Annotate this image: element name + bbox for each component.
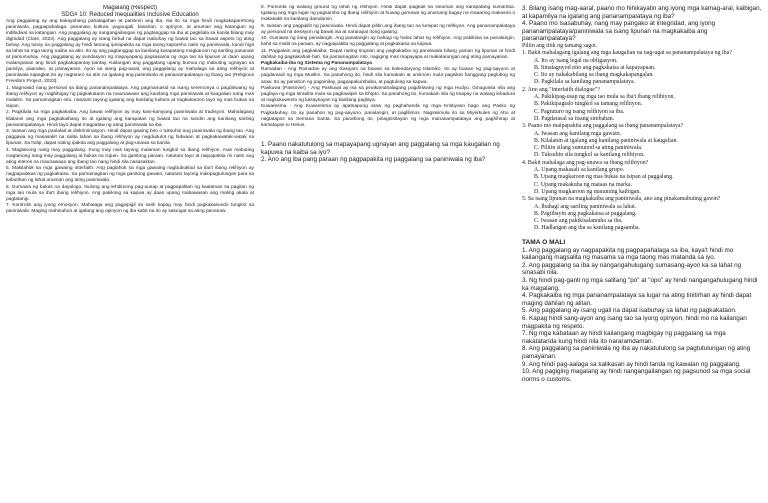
mc-question: 5. Sa isang lipunan na magkakaiba ang paniniwala, ano ang pinakamabuting gawin? (522, 196, 721, 203)
true-false-item: 4. Pagkakaiba ng mga pananampalataya sa lugar na ating tinitirhan ay hindi dapat maging dahilan ng alitan. (522, 292, 752, 307)
question-item: 1. Paano nakatutulong sa mapayapang ugnayan ang paggalang sa mga kaugalian ng kapuwa na kaiba sa iyo? (261, 141, 500, 156)
mc-option: B. Pakikipagtalo tungkol sa tamang relihiyon. (534, 101, 643, 108)
mc-question: 3. Paano mo maipapakita ang paggalang sa ibang pananampalataya? (522, 123, 684, 130)
section-subheading: Pagkakaiba-iba ng Sistema ng Pananampalataya (261, 60, 372, 66)
mc-option: C. Iwasan ang pakikisalamuha sa iba. (534, 218, 623, 225)
paragraph: 7. Kontrolin ang iyong emosyon. Mahalaga ang pagpipigil sa sarili kapag may hindi pagkakasundo tungkol sa paniniwala. Maging mahinahon at igalang ang opinyon ng iba kahit na ito ay salungat sa ating pananaw. (6, 203, 254, 215)
paragraph: 9. Iwasan ang pagpipilit ng paniniwala. Hindi dapat pilitin ang ibang tao na lumipat ng relihiyon. Ang pananampalataya ay personal na desisyon ng bawat isa at nararapat itong igalang. (261, 23, 515, 35)
paragraph: 2. Pagkilala sa mga pagkakaiba. Ang bawat relihiyon ay may kani-kaniyang paniniwala at tradisyon. Mahalagang kilalanin ang mga pagkakaibang ito at igalang ang karapatan ng bawat tao na sundin ang kanilang sariling pananampalataya. Hindi tayo dapat magpataw ng ating paniniwala sa iba. (6, 110, 254, 128)
mc-option: B. Itinataguyod nito ang pagkakaisa at kapayapaan. (534, 64, 656, 71)
mc-option: A. Upang makasali sa kanilang grupo. (534, 167, 625, 174)
true-false-item: 3. Ng hindi pag-ganti ng mga salitang "po" at "opo" ay hindi nangangahulugang hindi ka magalang. (522, 277, 758, 292)
paragraph: 1. Magmasid nang personal sa ibang pananampalataya. Ang pagmamasid sa isang seremonya o pagdiriwang ng ibang relihiyon ay nagbibigay ng pagkakataon na maunawaan ang kanilang mga paniniwala at kaugalian nang mas malalim. Sa pamamagitan nito, natututo tayong igalang ang kanilang kultura at nagkakaroon tayo ng mas bukas na isipan. (6, 85, 254, 110)
mc-option: C. Ito ay nakakabilang sa ibang magkakapangalan. (534, 72, 654, 79)
reflection-questions (261, 141, 515, 164)
section-heading: TAMA O MALI (522, 238, 566, 246)
mc-option: B. Kilalanin at igalang ang kanilang paniniwala at kaugalian. (534, 137, 678, 144)
paragraph: 11. Pagpalain ang pagkakaiba. Dapat nating tingnan ang pagkakaiba ng paniniwala bilang yaman ng lipunan at hindi dahilan ng pagkakahati-hati. Sa pamamagitan nito, nagiging mas mapayapa at makatarungan ang ating pamayanan. (261, 48, 515, 60)
reading-paragraphs (6, 19, 254, 215)
mc-question: 4. Bakit mahalaga ang pag-unawa sa ibang relihiyon? (522, 159, 649, 166)
mc-option: C. Upang makakuha ng mataas na marka. (534, 181, 633, 188)
true-false-item: 8. Ang paggalang sa paniniwala ng iba ay nakatutulong sa pagtutulungan ng ating pamayanan. (522, 345, 751, 360)
paragraph: 3. Iwasan ang mga panlalait at diskriminasyon. Hindi dapat gawing biro o tuksuhin ang paniniwala ng ibang tao. Ang paggawa ng masasakit na salita laban sa ibang relihiyon ay nagdudulot ng hidwaan at pagkakawatak-watak sa lipunan. Sa halip, dapat nating ipakita ang paggalang at pag-unawa sa kanila. (6, 129, 254, 147)
column-left (6, 5, 254, 499)
true-false-item: 10. Ang pagiging magalang ay hindi nangangailangan ng pagsunod sa mga social norms o customs. (522, 368, 751, 383)
true-false-item: 5. Ang paggalang ay isang ugali na dapat isabuhay sa lahat ng pagkakataon. (522, 307, 737, 315)
paragraph: Paskuwa (Passover) - Ang Paskuwa ay isa sa pinakamahalagang pagdiriwang ng mga Hudyo. Ginugunita nila ang paglaya ng mga Israelita mula sa pagkaalipin sa Ehipto. Sa panahong ito, kumakain sila ng tinapay na walang lebadura at nagkukuwento ng kasaysayan ng kanilang paglaya. (261, 85, 515, 104)
paragraph: Ang paggalang ay ang kakayahang pahalagahan at pansinin ang iba. Isa ito sa mga hindi magkakaparehong paniniwala, pagpapahalaga, pananaw, kultura, paguugali, kasarian, o opinyon, at anuman ang katangian ng indibidwal na katangian. Ang paggalang ay nangangailangan ng pagtanggap sa iba at pagkilala sa kanila bilang may dignidad (Clare, 2023). Ang paggalang ay isang birtud na dapat isabuhay ng bawat tao sa bawat aspeto ng ating buhay. Ang tunay na paggalang ay hindi lamang ipinapakita sa mga taong kapareho natin ng paniniwala, kundi higit sa lahat sa mga taong naiiba sa atin. Ito ay ang pagtanggap sa kanilang karapatang magkaroon ng sariling pananaw at pamumuhay. Ang paggalang ay pundasyon ng mapayapang pagsasama ng mga tao sa lipunan at daan upang malampasan ang hindi pagkakapantay-pantay. Kailangan ang paggalang upang bumuo ng mabuting ugnayan sa pamilya, paaralan, at pamayanan. Ayon sa isang pag-aaral, ang paggalang ay mahalaga sa ating relihiyon at paniniwala sapagkat ito ay nagtuturo sa atin na igalang ang paniniwala at pananampalataya ng ibang tao (Religious Freedom Project, 2023). (6, 19, 254, 85)
reflection-questions (522, 5, 762, 43)
paragraph: Ramadan - Ang Ramadan ay ang ikasiyam na buwan sa kalendaryong Islamiko. Ito ay buwan ng pag-aayuno at pagdarasal ng mga Muslim. Sa panahong ito, hindi sila kumakain at umiinom mula pagsikat hanggang paglubog ng araw. Ito ay panahon ng pagninilay, pagpapakumbaba, at pagtulong sa kapwa. (261, 67, 515, 85)
mc-option: A. Pakikipag-usap ng mga tao mula sa iba't ibang relihiyon. (534, 94, 675, 101)
mc-option: B. Pagtibayin ang pagkakaisa at paggalang. (534, 210, 637, 217)
document-subtitle: SDG# 10: Reduced Inequalities Inclusive Education (61, 12, 199, 18)
mc-option: C. Pagtuturo ng isang relihiyon sa iba. (534, 108, 625, 115)
mc-option: B. Upang magkaroon ng mas bukas na isipan at paggalang. (534, 174, 674, 181)
mc-option: A. Ibahagi ang sariling paniniwala sa lahat. (534, 203, 637, 210)
reading-paragraphs (261, 5, 515, 129)
mc-option: C. Pilitin silang sumunod sa ating paniniwala. (534, 145, 643, 152)
true-false-item: 1. Ang paggalang ay nagpapakita ng pagpapahalaga sa iba, kaya't hindi mo kailangang magsalita ng masama sa mga taong mas matanda sa iyo. (522, 246, 734, 262)
multiple-choice-section (522, 50, 762, 232)
true-false-item: 2. Ang paggalang sa iba ay nangangahulugang sumasang-ayon ka sa lahat ng sinasabi nila. (522, 261, 742, 277)
column-middle (261, 5, 515, 499)
true-false-item: 6. Kapag hindi sang-ayon ang isang tao sa iyong opinyon, hindi mo na kailangan magpakita ng respeto. (522, 315, 747, 330)
paragraph: 6. Gumawa ng bukas na dayalogo. Isulong ang lehitimong pag-uusap at pagpapalitan ng kaalaman sa pagitan ng mga tao mula sa iba't ibang relihiyon. Ang pakikinig sa kapwa ay daan upang mabawasan ang maling akala at pagtatangi. (6, 184, 254, 202)
column-right (522, 5, 762, 499)
mc-option: D. Tuksuhin sila tungkol sa kanilang relihiyon. (534, 152, 645, 159)
true-false-item: 9. Ang hindi pag-aalaga sa kalikasan ay hindi tanda ng kawalan ng paggalang. (522, 360, 741, 368)
mc-option: D. Upang magkaroon ng maraming kaibigan. (534, 188, 641, 195)
paragraph: 5. Makilahok sa mga gawaing interfaith. Ang paglahok sa mga gawaing nagbubuklod sa iba't ibang relihiyon ay nagpapalakas ng pagkakaisa. Sa pamamagitan ng mga ganitong gawain, natututo tayong makipagtulungan para sa kabutihan ng lahat anuman ang ating paniniwala. (6, 166, 254, 184)
mc-option: D. Hadlangan ang iba sa kanilang pagsamba. (534, 225, 640, 232)
paragraph: 10. Gumawa ng ilang panalangin. Ang panalangin ay bahagi ng halos lahat ng relihiyon. Ang pakikiisa sa panalangin, kahit sa maliit na paraan, ay nagpapakita ng paggalang at pagkakaisa sa kapwa. (261, 36, 515, 48)
true-false-section (522, 247, 762, 384)
mc-option: D. Pagdarasal sa iisang simbahan. (534, 115, 615, 122)
mc-question: 2. Ano ang "interfaith dialogue"? (522, 86, 600, 93)
paragraph: 8. Pumunta ng walang ground ng lahat ng relihiyon. Hindi dapat ipagkait sa sinuman ang karapatang sumamba. Igalang ang mga lugar ng pagsamba ng ibang relihiyon at huwag gumawa ng anumang bagay na maaaring makasira o makasakit sa kanilang damdamin. (261, 5, 515, 23)
paragraph: 4. Magtanong nang may paggalang. Kung may nais tayong malaman tungkol sa ibang relihiyon, mas mabuting magtanong nang may paggalang at bukas na isipan. Sa ganitong paraan, natututo tayo at naipapakita rin natin ang ating interes na maunawaan ang ibang tao nang hindi sila nasasaktan. (6, 147, 254, 165)
mc-option: A. Iwasan ang kanilang mga gawain. (534, 130, 622, 137)
question-item: 4. Paano mo isasabuhay, nang may pangako at integridad, ang iyong pananampalataya/paniniwala sa isang lipunan na magkakaiba ang pananampalataya? (522, 20, 716, 43)
true-false-item: 7. Ng mga kabataan ay hindi kailangang magbigay ng paggalang sa mga nakatatanda kung hindi nila ito nararamdaman. (522, 330, 726, 345)
document-title: Magalang (Respect) (102, 5, 158, 11)
instruction-text: Piliin ang titik ng tamang sagot. (522, 42, 598, 49)
question-item: 2. Ano ang iba pang paraan ng pagpapakita ng paggalang sa paniniwala ng iba? (261, 156, 486, 164)
mc-option: D. Pagkilala sa kanilang pananampalataya. (534, 79, 636, 86)
paragraph: Kuwaresma - Ang Kuwaresma ay apatnapung araw ng paghahanda ng mga Kristiyano bago ang Pasko ng Pagkabuhay. Ito ay panahon ng pag-aayuno, panalangin, at paglilimos. Nagsisimula ito sa Miyerkules ng Abo at nagtatapos sa Semana Santa. Sa panahong ito, pinagninilayan ng mga mananampalataya ang paghihirap at kamatayan ni Hesus. (261, 104, 515, 128)
mc-option: A. Ito ay isang legal na obligasyon. (534, 57, 618, 64)
question-item: 3. Bilang isang mag-aaral, paano mo hihikayatin ang iyong mga kamag-aral, kaibigan, at kapamilya na igalang ang pananampalataya ng iba? (522, 5, 762, 20)
mc-question: 1. Bakit mahalagang igalang ang mga kaugalian na nag-ugat sa pananampalataya ng iba? (522, 50, 732, 57)
